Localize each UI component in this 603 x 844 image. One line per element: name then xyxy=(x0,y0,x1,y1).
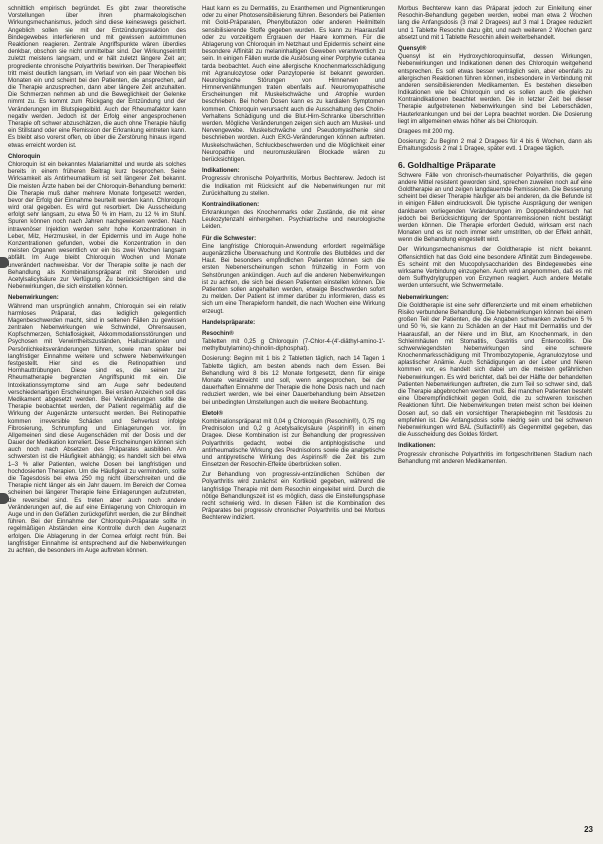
paragraph: Zur Behandlung von progressiv-entzündlichen Schüben der Polyarthritis wird zunächst ein Kortikoid gegeben, während die langfristige Therapie mit dem Resochin eingeleitet wird. Durch die nötige Behandlungszeit ist es möglich, dass die Einstellungsphase recht schwierig wird. In diesen Fällen ist die Kombination des Präparates bei progressiv chronischer Polyarthritis und bei Morbus Bechterew indiziert. xyxy=(202,472,385,522)
section-heading: Handelspräparate: xyxy=(202,319,256,326)
section-heading: Resochin® xyxy=(202,330,234,337)
section-heading: 6. Goldhaltige Präparate xyxy=(398,159,496,170)
text-column-left xyxy=(8,6,186,558)
section-heading: Kontraindikationen: xyxy=(202,201,260,208)
section-heading: Eletol® xyxy=(202,410,223,417)
paragraph: Progressiv chronische Polyarthritis im fortgeschrittenen Stadium nach Behandlung mit anderen Medikamenten. xyxy=(398,451,592,465)
text-column-right xyxy=(398,6,592,469)
paragraph: Dosierung: Beginn mit 1 bis 2 Tabletten täglich, nach 14 Tagen 1 Tablette täglich, am besten abends nach dem Essen. Bei Behandlung wird 8 bis 12 Monate fortgesetzt, denn für einige Monate verabreicht und soll, wenn angesprochen, bei der dauerhaften Einnahme der Therapie die hohe Dosis nach und nach reduziert werden, wie bei einer Dauerbehandlung beim Absetzen bei unbedingten Umstellungen auch die weitere Beobachtung. xyxy=(202,356,385,406)
paragraph: Schwere Fälle von chronisch-rheumatischer Polyarthritis, die gegen andere Mittel resistent geworden sind, sprechen zuweilen noch auf eine Goldtherapie an und zeigen langdauernde Remissionen. Die Besserung scheint bei dieser Therapie häufiger als bei anderen, da die Befunde ist in einigen Fällen eindrucksvoll. Die typische Ausprägung der wenigen dankbaren vorliegenden Veränderungen im Doppelblindversuch hat jedoch bei Berücksichtigung der Spontanremissionen nicht bestätigt werden können. Die Therapie erfordert Geduld, wirksam erst nach Monaten und es ist noch immer sehr umstritten, ob der Effekt anhält, wenn die Behandlung eingestellt wird. xyxy=(398,172,592,244)
paragraph: Während man ursprünglich annahm, Chloroquin sei ein relativ harmloses Präparat, das lediglich gelegentlich Magenbeschwerden macht, sind in seltenen Fällen zu gewissen zentralen Nebenwirkungen wie Schwindel, Ohrensausen, Kopfschmerzen, Schlaflosigkeit, Akkommodationsstörungen und Psychosen mit Verwirrtheitszuständen, Halluzinationen und Persönlichkeitsveränderungen führen, sowie man später bei langfristiger Einnahme weitere und schwere Nebenwirkungen festgestellt. Hier sind es die Retinopathien und Hornhauttrübungen. Diese sind es, die seinen zur Rheumatherapie begrenzten Angriffspunkt mit ein. Die Intoxikationssymptome sind am Auge sehr bedeutend verschiedenartigen Erscheinungen. Bei ersten Anzeichen soll das Medikament abgesetzt werden. Bei Veränderungen sollte die Therapie beobachtet werden, der Patient regelmäßig auf die Wirkung der Augenärzte untersucht werden. Bei Retinopathie kommen irreversible Schäden und Sehverlust infolge Fibrosierung, Schrumpfung und Einlagerungen vor. Im Allgemeinen sind diese Augenschäden mit der Dosis und der Dauer der Medikation korreliert. Diese Erscheinungen können sich auch noch nach Absetzen des Präparates ausbilden. Am schwersten ist die Häufigkeit abhängig; es handelt sich bei etwa 1–3 % aller Patienten, welche Dosen bei langfristigen und hochdosierten Therapien. Um die Häufigkeit zu vermindern, sollte die Tagesdosis bei etwa 250 mg nicht überschreiten und die Therapie nicht länger als ein Jahr dauern. Im Bereich der Cornea scheinen bei längerer Therapie feine Einlagerungen aufzutreten, die reversibel sind. Es treten aber auch noch andere Veränderungen auf, die auf eine Einlagerung von Chloroquin im Auge und in den Gefäßen zurückgeführt werden, die zur Blindheit führen. Bei der Einnahme der Chloroquin-Präparate sollte in regelmäßigen Abständen eine Kontrolle durch den Augenarzt erfolgen. Die Ablagerung in der Cornea erfolgt recht früh. Bei langfristiger Einnahme ist entsprechend auf die Nebenwirkungen zu achten, die besonders im Auge auftreten können. xyxy=(8,303,186,554)
paragraph: Chloroquin ist ein bekanntes Malariamittel und wurde als solches bereits in einem früheren Beitrag kurz besprochen. Seine Wirksamkeit als Antirheumatikum ist seit längerer Zeit bekannt. Die meisten Ärzte haben bei der Chloroquin-Behandlung bemerkt: Die Therapie muß daher mehrere Monate fortgesetzt werden, bevor der Erfolg der Einnahme beurteilt werden kann. Chloroquin wird oral gegeben. Es wird gut resorbiert. Die Ausscheidung erfolgt sehr langsam, zu etwa 50 % im Harn, zu 12 % im Stuhl. Spuren können noch nach Jahren nachgewiesen werden. Nach intravenöser Injektion werden sehr hohe Konzentrationen in Leber, Milz, Herzmuskel, in der Epidermis und im Auge hohe Konzentrationen gefunden, wobei die Konzentration in den meisten Organen wesentlich vor ein bis zwei Wochen langsam abfällt. Im Auge bleibt Chloroquin Wochen und Monate unverändert nachweisbar. Vor der Therapie sollte je nach der Behandlung als Kombinationspräparat mit Steroiden und Acetylsalicylsäure zur Verfügung. Zu berücksichtigen sind die Nebenwirkungen, die sich einstellen können. xyxy=(8,161,186,291)
paragraph: Erkrankungen des Knochenmarks oder Zustände, die mit einer Leukozytenzahl einhergehen. Psychiatrische und neurologische Leiden. xyxy=(202,210,385,231)
section-heading: Nebenwirkungen: xyxy=(8,295,59,302)
paragraph: Tabletten mit 0,25 g Chloroquin (7-Chlor-4-(4'-diäthyl-amino-1'-methylbutylamino)-chinolin-diphosphat). xyxy=(202,339,385,353)
paragraph: Quensyl ist ein Hydroxychloroquinsulfat, dessen Wirkungen, Nebenwirkungen und Indikationen denen des Chloroquin weitgehend entsprechen. Es soll etwas besser verträglich sein, aber ebenfalls zu allergischen Reaktionen führen können, insbesondere in Verbindung mit anderen sensibilisierenden Medikamenten. Es bestehen dieselben Indikationen wie bei Chloroquin und es sollen auch die gleichen Kontraindikationen beachtet werden. Die in letzter Zeit bei dieser Therapie aufgetretenen Nebenwirkungen sind bei Leberschäden, Hauterkrankungen und bei der Lepra beachtet worden. Die Dosierung liegt im allgemeinen etwas höher als bei Chloroquin. xyxy=(398,54,592,125)
paragraph: schnittlich empirisch begründet. Es gibt zwar theoretische Vorstellungen über ihren pharmakologischen Wirkungsmechanismus, jedoch sind diese keineswegs gesichert. Angeblich sollen sie mit der Entzündungsreaktion des Bindegewebes interferieren und mit gewissen autoimmunen Reaktionen reagieren. Zentrale Angriffspunkte wären überdies denkbar, obschon sie nicht unmittelbar sind. Der Wirkungseintritt zuletzt meistens langsam, und er hält zuletzt längere Zeit an; progrediente chronische Polyarthritis bewirken. Der Therapieeffekt tritt meist deutlich langsam, im Verlauf von ein paar Wochen bis Monaten ein und scheint bei den Patienten, die ansprechen, auf die Therapie anzusprechen, dann aber längere Zeit anzuhalten. Die Schmerzen nehmen ab und die Beweglichkeit der Gelenke nimmt zu. Es kommt zum Rückgang der Entzündung und der Veränderungen im Blutspiegelbild. Auch der Rheumafaktor kann negativ werden. Jedoch ist der Erfolg einer angesprochenen Therapie oft schwer abzuschätzen, die auch ohne Therapie häufig ein Stillstand oder eine Remission der Erkrankung eintreten kann. Es bleibt also vorerst offen, ob über die Zerstörung hinaus irgend etwas erreicht worden ist. xyxy=(8,6,186,149)
section-heading: Indikationen: xyxy=(398,443,436,450)
section-heading: Für die Schwester: xyxy=(202,235,257,242)
paragraph: Morbus Bechterew kann das Präparat jedoch zur Einleitung einer Resochin-Behandlung gegeben werden, wobei man etwa 2 Wochen lang die Anfangsdosis (3 mal 2 Dragees) auf 3 mal 1 Dragee reduziert und 1 Tablette Resochin dazu gibt, und nach weiteren 2 Wochen ganz absetzt und mit 1 Tablette Resochin allein weiterbehandelt. xyxy=(398,6,592,41)
section-heading: Chloroquin xyxy=(8,153,41,160)
paragraph: Dosierung: Zu Beginn 2 mal 2 Dragees für 4 bis 6 Wochen, dann als Erhaltungsdosis 2 mal 1 Dragee, später evtl. 1 Dragee täglich. xyxy=(398,139,592,153)
paragraph: Der Wirkungsmechanismus der Goldtherapie ist nicht bekannt. Offensichtlich hat das Gold eine besondere Affinität zum Bindegewebe. Es scheint mit den Mucopolysacchariden des Bindegewebes eine wirksame Verbindung einzugehen. Auch wird angenommen, daß es mit dem Sulfhydrylgruppen von Enzymen reagiert. Auch andere Metalle werden untersucht, wie Schwermetalle. xyxy=(398,247,592,290)
section-heading: Indikationen: xyxy=(202,168,240,175)
section-heading: Quensyl® xyxy=(398,45,427,52)
paragraph: Die Goldtherapie ist eine sehr differenzierte und mit einem erheblichen Risiko verbundene Behandlung. Die Nebenwirkungen können bei einem großen Teil der Patienten, die die Angaben schwanken zwischen 5 % und 50 %, sie kann zu Schäden an der Haut mit Dermatitis und der Haarausfall, an der Niere und im Blut, am Knochenmark, in den Schleimhäuten mit Stomatitis, Gastritis und Enterocolitis. Die schwerwiegendsten Nebenwirkungen sind eine schwere Knochenmarksschädigung mit Thrombozytopenie, Agranulozytose und aplastischer Anämie. Auch Schädigungen an der Leber und Nieren kommen vor, es handelt sich dabei um die meisten gefährlichen Nebenwirkungen. Es wird berichtet, daß bei der Hälfte der behandelten Patienten Nebenwirkungen auftreten, die zum Teil so schwer sind, daß die Therapie abgebrochen werden muß. Bei manchen Patienten besteht eine Überempfindlichkeit gegen Gold, die zu schweren toxischen Reaktionen führt. Die Nebenwirkungen treten meist schon bei kleinen Dosen auf, so daß ein vorsichtiger Therapiebeginn mit Testdosis zu empfehlen ist. Die Anfangsdosis sollte niedrig sein und bei schweren Nebenwirkungen wird BAL (Sulfactin®) als Gegenmittel gegeben, das die Ausscheidung des Goldes fördert. xyxy=(398,302,592,439)
paragraph: Progressiv chronische Polyarthritis, Morbus Bechterew. Jedoch ist die Indikation mit Rücksicht auf die Nebenwirkungen nur mit Zurückhaltung zu stellen. xyxy=(202,176,385,197)
paragraph: Kombinationspräparat mit 0,04 g Chloroquin (Resochin®), 0,75 mg Prednisolon und 0,2 g Acetylsalicylsäure (Aspirin®) in einem Dragee. Diese Kombination ist zur Behandlung der progressiven Polyarthritis gedacht, wobei die antiphlogistische und antirheumatische Wirkung des Prednisolons sowie die analgetische und antipyretische Wirkung des Aspirins® die Zeit bis zum Einsetzen der Resochin-Effekte überbrücken sollen. xyxy=(202,418,385,469)
paragraph: Haut kann es zu Dermatitis, zu Exanthemen und Pigmentierungen oder zu einer Photosensibilisierung führen. Besonders bei Patienten mit Gold-Präparaten, Phenylbutazon oder anderen Heilmitteln sensibilisierende Stoffe gegeben wurden. Es kann zu Haarausfall oder zu vorzeitigem Ergrauen der Haare kommen. Für die Ablagerung von Chloroquin im Netzhaut und Epidermis scheint eine besondere Affinität zu melaninhaltigen Geweben verantwortlich zu sein. In einigen Fällen wurde die Auslösung einer Porphyrie cutanea tarda beobachtet. Auch eine allergische Knochenmarksschädigung mit Agranulozytose oder Panzytopenie ist bekannt geworden. Neurologische Störungen von Hirnnerven und Hirnnervenlähmungen traten ebenfalls auf. Neuromyopathische Erscheinungen mit Muskelschwäche und Atrophie wurden beschrieben. Bei hohen Dosen kann es zu kardialen Symptomen kommen. Chloroquin verursacht auch die Ausschaltung des Cholin-Verhaltens Schädigung und die Blut-Hirn-Schranke überschritten werden. Mögliche Veränderungen zeigen sich auch am Muskel- und Nervengewebe. Muskelschwäche und Pseudomyasthenie sind beschrieben worden. Auch EKG-Veränderungen können auftreten. Muskelschwächen, Schluckbeschwerden und die Möglichkeit einer Neuropathie und neuromuskulären Blockade wären zu berücksichtigen. xyxy=(202,6,385,163)
section-heading: Nebenwirkungen: xyxy=(398,294,449,301)
paragraph: Dragees mit 200 mg. xyxy=(398,129,455,135)
text-column-middle xyxy=(202,6,385,526)
page-number: 23 xyxy=(584,825,593,834)
paragraph: Eine langfristige Chloroquin-Anwendung erfordert regelmäßige augenärztliche Überwachung und Kontrolle des Blutbildes und der Haut. Bei besonders empfindlichen Patienten können sich die ersten Nebenerscheinungen schon frühzeitig in Form von Sehstörungen ankündigen. Auch auf die anderen Nebenwirkungen ist zu achten, die sich bei diesen Patienten einstellen können. Die Patienten sollen angehalten werden, etwaige Beschwerden sofort zu melden. Der Patient ist immer darüber zu informieren, dass es sich um eine Therapieform handelt, die nach Wochen eine Wirkung erzeugt. xyxy=(202,243,385,315)
